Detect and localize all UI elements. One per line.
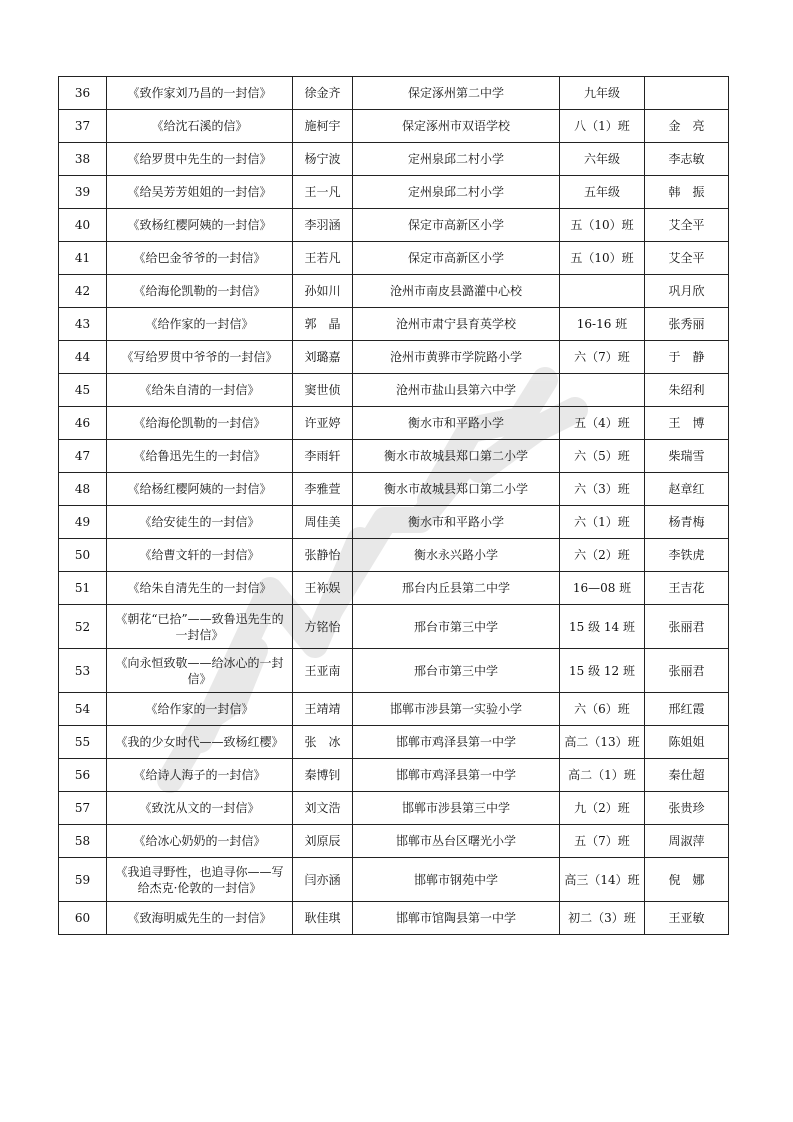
teacher-name: 王亚敏 [645, 902, 729, 935]
school-name: 邢台内丘县第二中学 [353, 572, 560, 605]
award-list-table [58, 76, 729, 935]
class-name: 六年级 [560, 143, 645, 176]
school-name: 沧州市南皮县潞灌中心校 [353, 275, 560, 308]
school-name: 保定涿州第二中学 [353, 77, 560, 110]
teacher-name: 金 亮 [645, 110, 729, 143]
class-name: 六（1）班 [560, 506, 645, 539]
entry-number: 50 [59, 539, 107, 572]
student-name: 李雨轩 [293, 440, 353, 473]
table-row [59, 902, 729, 935]
award-list-body [59, 77, 729, 935]
table-row [59, 825, 729, 858]
teacher-name: 赵章红 [645, 473, 729, 506]
entry-number: 54 [59, 693, 107, 726]
teacher-name: 邢红霞 [645, 693, 729, 726]
table-row [59, 858, 729, 902]
entry-title: 《给海伦凯勒的一封信》 [107, 275, 293, 308]
class-name: 六（2）班 [560, 539, 645, 572]
class-name: 五年级 [560, 176, 645, 209]
student-name: 刘原辰 [293, 825, 353, 858]
entry-number: 46 [59, 407, 107, 440]
entry-title: 《我追寻野性，也追寻你——写给杰克·伦敦的一封信》 [107, 858, 293, 902]
school-name: 衡水市故城县郑口第二小学 [353, 473, 560, 506]
class-name: 15 级 12 班 [560, 649, 645, 693]
entry-title: 《给冰心奶奶的一封信》 [107, 825, 293, 858]
entry-title: 《给巴金爷爷的一封信》 [107, 242, 293, 275]
entry-number: 49 [59, 506, 107, 539]
entry-number: 40 [59, 209, 107, 242]
class-name: 九（2）班 [560, 792, 645, 825]
class-name: 16-16 班 [560, 308, 645, 341]
student-name: 周佳美 [293, 506, 353, 539]
entry-number: 37 [59, 110, 107, 143]
entry-title: 《给诗人海子的一封信》 [107, 759, 293, 792]
entry-title: 《致杨红樱阿姨的一封信》 [107, 209, 293, 242]
class-name: 六（7）班 [560, 341, 645, 374]
table-row [59, 649, 729, 693]
school-name: 邯郸市涉县第一实验小学 [353, 693, 560, 726]
entry-title: 《致海明威先生的一封信》 [107, 902, 293, 935]
student-name: 王靖靖 [293, 693, 353, 726]
school-name: 衡水市和平路小学 [353, 407, 560, 440]
entry-title: 《给鲁迅先生的一封信》 [107, 440, 293, 473]
student-name: 李羽涵 [293, 209, 353, 242]
teacher-name: 柴瑞雪 [645, 440, 729, 473]
entry-title: 《给杨红樱阿姨的一封信》 [107, 473, 293, 506]
school-name: 邯郸市涉县第三中学 [353, 792, 560, 825]
student-name: 李雅萱 [293, 473, 353, 506]
table-row [59, 539, 729, 572]
entry-number: 52 [59, 605, 107, 649]
table-row [59, 572, 729, 605]
school-name: 保定市高新区小学 [353, 242, 560, 275]
entry-title: 《写给罗贯中爷爷的一封信》 [107, 341, 293, 374]
entry-number: 57 [59, 792, 107, 825]
entry-title: 《给朱自清的一封信》 [107, 374, 293, 407]
table-row [59, 693, 729, 726]
student-name: 闫亦涵 [293, 858, 353, 902]
entry-title: 《给作家的一封信》 [107, 308, 293, 341]
entry-title: 《给罗贯中先生的一封信》 [107, 143, 293, 176]
entry-title: 《给吴芳芳姐姐的一封信》 [107, 176, 293, 209]
table-row [59, 209, 729, 242]
table-row [59, 110, 729, 143]
table-row [59, 407, 729, 440]
student-name: 孙如川 [293, 275, 353, 308]
teacher-name: 张贵珍 [645, 792, 729, 825]
teacher-name: 艾全平 [645, 242, 729, 275]
teacher-name: 韩 振 [645, 176, 729, 209]
entry-number: 47 [59, 440, 107, 473]
teacher-name: 秦仕超 [645, 759, 729, 792]
table-row [59, 759, 729, 792]
entry-title: 《朝花“已拾”——致鲁迅先生的一封信》 [107, 605, 293, 649]
table-row [59, 473, 729, 506]
table-row [59, 176, 729, 209]
school-name: 衡水永兴路小学 [353, 539, 560, 572]
entry-number: 44 [59, 341, 107, 374]
table-row [59, 77, 729, 110]
table-row [59, 726, 729, 759]
teacher-name: 杨青梅 [645, 506, 729, 539]
class-name: 五（4）班 [560, 407, 645, 440]
teacher-name: 张丽君 [645, 605, 729, 649]
school-name: 邯郸市鸡泽县第一中学 [353, 726, 560, 759]
entry-title: 《致作家刘乃昌的一封信》 [107, 77, 293, 110]
class-name: 六（6）班 [560, 693, 645, 726]
school-name: 邢台市第三中学 [353, 649, 560, 693]
school-name: 沧州市黄骅市学院路小学 [353, 341, 560, 374]
entry-title: 《给作家的一封信》 [107, 693, 293, 726]
table-row [59, 143, 729, 176]
school-name: 衡水市故城县郑口第二小学 [353, 440, 560, 473]
table-row [59, 506, 729, 539]
school-name: 定州泉邱二村小学 [353, 176, 560, 209]
table-row [59, 275, 729, 308]
school-name: 定州泉邱二村小学 [353, 143, 560, 176]
entry-title: 《给朱自清先生的一封信》 [107, 572, 293, 605]
entry-title: 《致沈从文的一封信》 [107, 792, 293, 825]
student-name: 张 冰 [293, 726, 353, 759]
school-name: 保定涿州市双语学校 [353, 110, 560, 143]
teacher-name: 朱绍利 [645, 374, 729, 407]
entry-number: 48 [59, 473, 107, 506]
teacher-name: 李志敏 [645, 143, 729, 176]
student-name: 秦博钊 [293, 759, 353, 792]
table-row [59, 374, 729, 407]
teacher-name: 于 静 [645, 341, 729, 374]
entry-number: 55 [59, 726, 107, 759]
student-name: 许亚婷 [293, 407, 353, 440]
class-name: 高三（14）班 [560, 858, 645, 902]
class-name: 16—08 班 [560, 572, 645, 605]
class-name: 五（10）班 [560, 209, 645, 242]
entry-number: 39 [59, 176, 107, 209]
student-name: 徐金齐 [293, 77, 353, 110]
entry-number: 41 [59, 242, 107, 275]
class-name: 高二（1）班 [560, 759, 645, 792]
school-name: 邯郸市丛台区曙光小学 [353, 825, 560, 858]
teacher-name: 张秀丽 [645, 308, 729, 341]
class-name: 15 级 14 班 [560, 605, 645, 649]
school-name: 保定市高新区小学 [353, 209, 560, 242]
student-name: 王袮娱 [293, 572, 353, 605]
student-name: 耿佳琪 [293, 902, 353, 935]
entry-number: 42 [59, 275, 107, 308]
class-name: 初二（3）班 [560, 902, 645, 935]
student-name: 郭 晶 [293, 308, 353, 341]
entry-number: 60 [59, 902, 107, 935]
teacher-name: 李铁虎 [645, 539, 729, 572]
class-name: 九年级 [560, 77, 645, 110]
entry-title: 《我的少女时代——致杨红樱》 [107, 726, 293, 759]
class-name: 五（7）班 [560, 825, 645, 858]
entry-title: 《给曹文轩的一封信》 [107, 539, 293, 572]
teacher-name: 王吉花 [645, 572, 729, 605]
entry-number: 43 [59, 308, 107, 341]
student-name: 杨宁波 [293, 143, 353, 176]
student-name: 方铭怡 [293, 605, 353, 649]
entry-title: 《给海伦凯勒的一封信》 [107, 407, 293, 440]
entry-title: 《给安徒生的一封信》 [107, 506, 293, 539]
teacher-name: 陈姐姐 [645, 726, 729, 759]
student-name: 刘璐嘉 [293, 341, 353, 374]
entry-number: 36 [59, 77, 107, 110]
student-name: 窦世侦 [293, 374, 353, 407]
class-name [560, 275, 645, 308]
entry-number: 45 [59, 374, 107, 407]
student-name: 王若凡 [293, 242, 353, 275]
class-name: 五（10）班 [560, 242, 645, 275]
entry-number: 53 [59, 649, 107, 693]
table-row [59, 242, 729, 275]
student-name: 施柯宇 [293, 110, 353, 143]
teacher-name: 周淑萍 [645, 825, 729, 858]
entry-title: 《给沈石溪的信》 [107, 110, 293, 143]
school-name: 沧州市盐山县第六中学 [353, 374, 560, 407]
school-name: 邯郸市鸡泽县第一中学 [353, 759, 560, 792]
teacher-name: 艾全平 [645, 209, 729, 242]
table-row [59, 605, 729, 649]
teacher-name [645, 77, 729, 110]
entry-number: 59 [59, 858, 107, 902]
school-name: 沧州市肃宁县育英学校 [353, 308, 560, 341]
entry-number: 38 [59, 143, 107, 176]
teacher-name: 倪 娜 [645, 858, 729, 902]
class-name: 六（3）班 [560, 473, 645, 506]
table-row [59, 792, 729, 825]
school-name: 邯郸市馆陶县第一中学 [353, 902, 560, 935]
class-name [560, 374, 645, 407]
teacher-name: 王 博 [645, 407, 729, 440]
entry-title: 《向永恒致敬——给冰心的一封信》 [107, 649, 293, 693]
student-name: 刘文浩 [293, 792, 353, 825]
teacher-name: 巩月欣 [645, 275, 729, 308]
table-row [59, 440, 729, 473]
class-name: 八（1）班 [560, 110, 645, 143]
student-name: 张静怡 [293, 539, 353, 572]
school-name: 邢台市第三中学 [353, 605, 560, 649]
teacher-name: 张丽君 [645, 649, 729, 693]
entry-number: 56 [59, 759, 107, 792]
entry-number: 58 [59, 825, 107, 858]
school-name: 邯郸市钢苑中学 [353, 858, 560, 902]
student-name: 王一凡 [293, 176, 353, 209]
class-name: 高二（13）班 [560, 726, 645, 759]
student-name: 王亚南 [293, 649, 353, 693]
table-row [59, 341, 729, 374]
school-name: 衡水市和平路小学 [353, 506, 560, 539]
entry-number: 51 [59, 572, 107, 605]
table-row [59, 308, 729, 341]
class-name: 六（5）班 [560, 440, 645, 473]
